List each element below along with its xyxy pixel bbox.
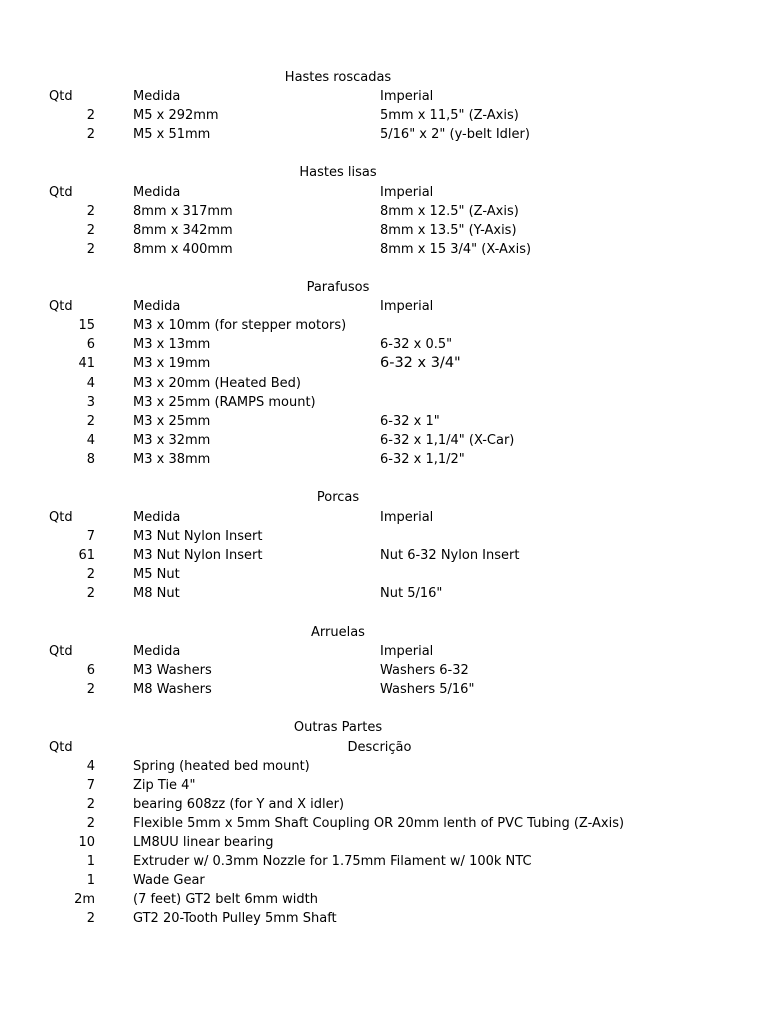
descricao-cell: LM8UU linear bearing: [133, 835, 274, 850]
table-row: [0, 125, 768, 144]
qtd-cell: 2: [86, 108, 95, 123]
qtd-cell: 2: [86, 797, 95, 812]
qtd-cell: 4: [86, 433, 95, 448]
header-row: [0, 508, 768, 527]
table-row: [0, 890, 768, 909]
qtd-cell: 2: [86, 223, 95, 238]
qtd-cell: 6: [86, 337, 95, 352]
imperial-header: Imperial: [380, 185, 434, 200]
qtd-cell: 2: [86, 127, 95, 142]
table-row: [0, 393, 768, 412]
qtd-cell: 2: [86, 911, 95, 926]
medida-cell: M3 Washers: [133, 663, 212, 678]
imperial-header: Imperial: [380, 299, 434, 314]
imperial-cell: 6-32 x 1,1/2": [380, 452, 465, 467]
section-title: Porcas: [316, 490, 360, 505]
medida-cell: M3 x 10mm (for stepper motors): [133, 318, 347, 333]
section-title-row: [0, 488, 768, 507]
section-title-row: [0, 623, 768, 642]
table-row: [0, 450, 768, 469]
medida-cell: M3 x 32mm: [133, 433, 211, 448]
qtd-cell: 2: [86, 414, 95, 429]
section-title: Parafusos: [306, 280, 370, 295]
qtd-cell: 2: [86, 204, 95, 219]
section-title-row: [0, 68, 768, 87]
medida-cell: 8mm x 317mm: [133, 204, 233, 219]
qtd-cell: 4: [86, 376, 95, 391]
qtd-cell: 2: [86, 242, 95, 257]
qtd-cell: 1: [86, 854, 95, 869]
table-row: [0, 316, 768, 335]
descricao-cell: (7 feet) GT2 belt 6mm width: [133, 892, 318, 907]
medida-cell: M3 x 25mm (RAMPS mount): [133, 395, 316, 410]
descricao-cell: Spring (heated bed mount): [133, 759, 310, 774]
medida-cell: M3 Nut Nylon Insert: [133, 529, 263, 544]
table-row: [0, 335, 768, 354]
table-row: [0, 833, 768, 852]
qtd-cell: 7: [86, 778, 95, 793]
imperial-cell: 5/16" x 2" (y-belt Idler): [380, 127, 530, 142]
descricao-cell: bearing 608zz (for Y and X idler): [133, 797, 345, 812]
table-row: [0, 757, 768, 776]
medida-cell: 8mm x 400mm: [133, 242, 233, 257]
medida-cell: M3 x 25mm: [133, 414, 211, 429]
table-row: [0, 852, 768, 871]
imperial-cell: 6-32 x 0.5": [380, 337, 453, 352]
qtd-header: Qtd: [49, 299, 73, 314]
imperial-cell: Washers 6-32: [380, 663, 469, 678]
section-title-row: [0, 163, 768, 182]
qtd-header: Qtd: [49, 510, 73, 525]
qtd-header: Qtd: [49, 89, 73, 104]
descricao-cell: GT2 20-Tooth Pulley 5mm Shaft: [133, 911, 337, 926]
qtd-cell: 6: [86, 663, 95, 678]
medida-header: Medida: [133, 644, 181, 659]
table-row: [0, 412, 768, 431]
section-title: Arruelas: [311, 625, 365, 640]
section-title: Outras Partes: [293, 720, 383, 735]
header-row: [0, 738, 768, 757]
qtd-cell: 2: [86, 682, 95, 697]
qtd-cell: 2: [86, 567, 95, 582]
imperial-cell: 8mm x 12.5" (Z-Axis): [380, 204, 519, 219]
imperial-header: Imperial: [380, 644, 434, 659]
qtd-cell: 1: [86, 873, 95, 888]
qtd-cell: 61: [78, 548, 95, 563]
section-title: Hastes lisas: [299, 165, 377, 180]
table-row: [0, 795, 768, 814]
table-row: [0, 814, 768, 833]
header-row: [0, 642, 768, 661]
imperial-header: Imperial: [380, 510, 434, 525]
section-title-row: [0, 718, 768, 737]
medida-cell: M3 x 19mm: [133, 356, 211, 371]
qtd-cell: 4: [86, 759, 95, 774]
medida-cell: M3 x 38mm: [133, 452, 211, 467]
descricao-header: Descrição: [347, 740, 412, 755]
medida-header: Medida: [133, 185, 181, 200]
qtd-header: Qtd: [49, 740, 73, 755]
table-row: [0, 546, 768, 565]
medida-cell: 8mm x 342mm: [133, 223, 233, 238]
medida-cell: M3 x 20mm (Heated Bed): [133, 376, 301, 391]
header-row: [0, 297, 768, 316]
qtd-header: Qtd: [49, 644, 73, 659]
table-row: [0, 221, 768, 240]
medida-cell: M3 x 13mm: [133, 337, 211, 352]
medida-cell: M8 Washers: [133, 682, 212, 697]
section-title-row: [0, 278, 768, 297]
imperial-cell: 8mm x 13.5" (Y-Axis): [380, 223, 517, 238]
table-row: [0, 871, 768, 890]
descricao-cell: Wade Gear: [133, 873, 205, 888]
qtd-cell: 7: [86, 529, 95, 544]
qtd-cell: 15: [78, 318, 95, 333]
section-title: Hastes roscadas: [284, 70, 392, 85]
medida-header: Medida: [133, 510, 181, 525]
imperial-cell: Nut 5/16": [380, 586, 443, 601]
table-row: [0, 240, 768, 259]
descricao-cell: Flexible 5mm x 5mm Shaft Coupling OR 20mm lenth of PVC Tubing (Z-Axis): [133, 816, 625, 831]
medida-cell: M5 x 51mm: [133, 127, 211, 142]
imperial-cell: 8mm x 15 3/4" (X-Axis): [380, 242, 532, 257]
imperial-cell: 5mm x 11,5" (Z-Axis): [380, 108, 519, 123]
qtd-cell: 2: [86, 586, 95, 601]
qtd-cell: 41: [78, 356, 95, 371]
medida-header: Medida: [133, 299, 181, 314]
table-row: [0, 106, 768, 125]
imperial-cell: 6-32 x 1": [380, 414, 440, 429]
table-row: [0, 527, 768, 546]
imperial-header: Imperial: [380, 89, 434, 104]
table-row: [0, 909, 768, 928]
table-row: [0, 374, 768, 393]
qtd-cell: 10: [78, 835, 95, 850]
medida-cell: M5 x 292mm: [133, 108, 219, 123]
table-row: [0, 680, 768, 699]
qtd-header: Qtd: [49, 185, 73, 200]
qtd-cell: 2m: [74, 892, 95, 907]
qtd-cell: 2: [86, 816, 95, 831]
table-row: [0, 776, 768, 795]
medida-header: Medida: [133, 89, 181, 104]
header-row: [0, 183, 768, 202]
imperial-cell: Washers 5/16": [380, 682, 475, 697]
imperial-cell: Nut 6-32 Nylon Insert: [380, 548, 520, 563]
table-row: [0, 354, 768, 373]
table-row: [0, 584, 768, 603]
medida-cell: M8 Nut: [133, 586, 180, 601]
header-row: [0, 87, 768, 106]
medida-cell: M3 Nut Nylon Insert: [133, 548, 263, 563]
table-row: [0, 565, 768, 584]
imperial-cell: 6-32 x 1,1/4" (X-Car): [380, 433, 515, 448]
medida-cell: M5 Nut: [133, 567, 180, 582]
imperial-cell: 6-32 x 3/4": [380, 355, 461, 371]
descricao-cell: Extruder w/ 0.3mm Nozzle for 1.75mm Filament w/ 100k NTC: [133, 854, 532, 869]
table-row: [0, 202, 768, 221]
table-row: [0, 661, 768, 680]
table-row: [0, 431, 768, 450]
qtd-cell: 8: [86, 452, 95, 467]
qtd-cell: 3: [86, 395, 95, 410]
descricao-cell: Zip Tie 4": [133, 778, 196, 793]
